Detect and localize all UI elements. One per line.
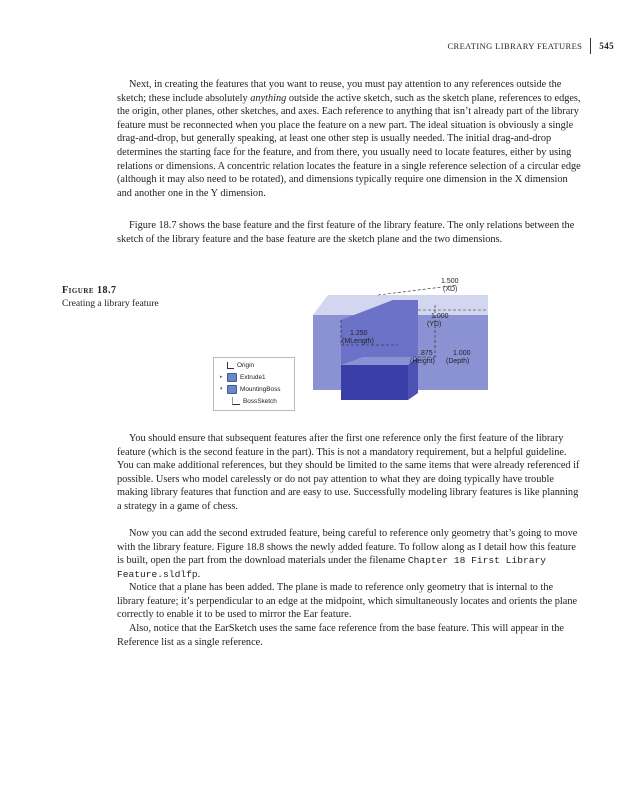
- dim-xd-value: 1.500: [441, 278, 459, 285]
- extrude-feature-icon: [227, 385, 237, 394]
- paragraph-text: outside the active sketch, such as the sketch plane, references to edges, the origin, other planes, other sketches, and axes. Each reference to anything that isn’t already part of the library feature must be reconnected when you place the feature on a new part. The ideal situation is obviously a single drag-and-drop, but generally speaking, at least one other step is usually needed. The initial drag-and-drop determines the starting face for the feature, and from there, you usually need to locate features, either by using relations or dimensions. A concentric relation locates the feature in a single reference selection of a circular edge (although it may also need to be rotated), and dimensions typically require one dimension in the X dimension and another one in the Y dimension.: [117, 92, 581, 199]
- paragraph-references: [117, 78, 582, 200]
- tree-item-extrude1[interactable]: [220, 372, 266, 382]
- header-divider: [590, 38, 591, 54]
- running-title: CREATING LIBRARY FEATURES: [447, 41, 583, 51]
- paragraph-plane: Notice that a plane has been added. The plane is made to reference only geometry that is internal to the library feature; it’s perpendicular to an edge at the midpoint, which simultaneously locates and orients the plane correctly to enable it to be used to mirror the Ear feature.: [117, 582, 578, 621]
- paragraph-figure-intro: Figure 18.7 shows the base feature and the first feature of the library feature. The only relations between the sketch of the library feature and the base feature are the sketch plane and the two dimensions.: [117, 220, 575, 245]
- filename-code: Chapter 18 First Library Feature.sldlfp: [117, 555, 546, 580]
- sketch-icon: [232, 397, 240, 405]
- figure-label: Figure 18.7: [62, 285, 117, 296]
- paragraph-text: .: [197, 568, 201, 580]
- origin-icon: [227, 362, 234, 369]
- paragraph-second-feature: [117, 527, 582, 581]
- dim-depth-name: (Depth): [446, 358, 470, 365]
- tree-item-origin[interactable]: [220, 360, 254, 370]
- dim-yd-name: (YD): [427, 321, 442, 328]
- paragraph-text: Next, in creating the features that you want to reuse, you must pay attention to any references outside the sketch; these include absolutely: [117, 79, 562, 104]
- dim-height-name: (Height): [410, 358, 435, 365]
- tree-item-bosssketch[interactable]: [232, 396, 277, 406]
- paragraph-earsketch: Also, notice that the EarSketch uses the same face reference from the base feature. This will appear in the Reference list as a single reference.: [117, 623, 564, 648]
- expand-arrow[interactable]: ▸: [220, 374, 223, 380]
- dim-yd-value: 1.000: [431, 313, 449, 320]
- boss-front-face: [341, 365, 408, 400]
- dim-xd-name: (XD): [443, 286, 458, 293]
- page-number: 545: [599, 41, 614, 51]
- dim-mlength-name: (MLength): [342, 338, 374, 345]
- tree-item-label: Origin: [237, 361, 255, 369]
- running-head: [447, 38, 614, 54]
- tree-item-label: Extrude1: [240, 373, 266, 381]
- dim-mlength-value: 1.250: [350, 330, 368, 337]
- figure-caption: Creating a library feature: [62, 298, 159, 309]
- emphasis-anything: anything: [250, 92, 287, 104]
- tree-item-label: MountingBoss: [240, 385, 281, 393]
- extrude-feature-icon: [227, 373, 237, 382]
- feature-tree: [213, 357, 295, 411]
- tree-item-mountingboss[interactable]: [220, 384, 281, 394]
- expand-arrow[interactable]: ▾: [220, 386, 223, 392]
- paragraph-references-guideline: You should ensure that subsequent features after the first one reference only the first feature of the library feature (which is the second feature in the part). This is not a mandatory requirement, but a helpful guideline. You can make additional references, but they should be limited to the same items that were already referenced if possible. Users who model carelessly or do not pay attention to what they are doing typically have trouble making library features that function and are easy to use. Successfully modeling library features is like planning a strategy in a game of chess.: [117, 433, 580, 512]
- tree-item-label: BossSketch: [243, 397, 277, 405]
- paragraph-text: Now you can add the second extruded feature, being careful to reference only geometry that’s going to move with the library feature. Figure 18.8 shows the newly added feature. To follow along as I detail how this feature is built, open the part from the download materials under the filename: [117, 528, 578, 567]
- dim-depth-value: 1.000: [453, 350, 471, 357]
- dim-height-value: .875: [419, 350, 433, 357]
